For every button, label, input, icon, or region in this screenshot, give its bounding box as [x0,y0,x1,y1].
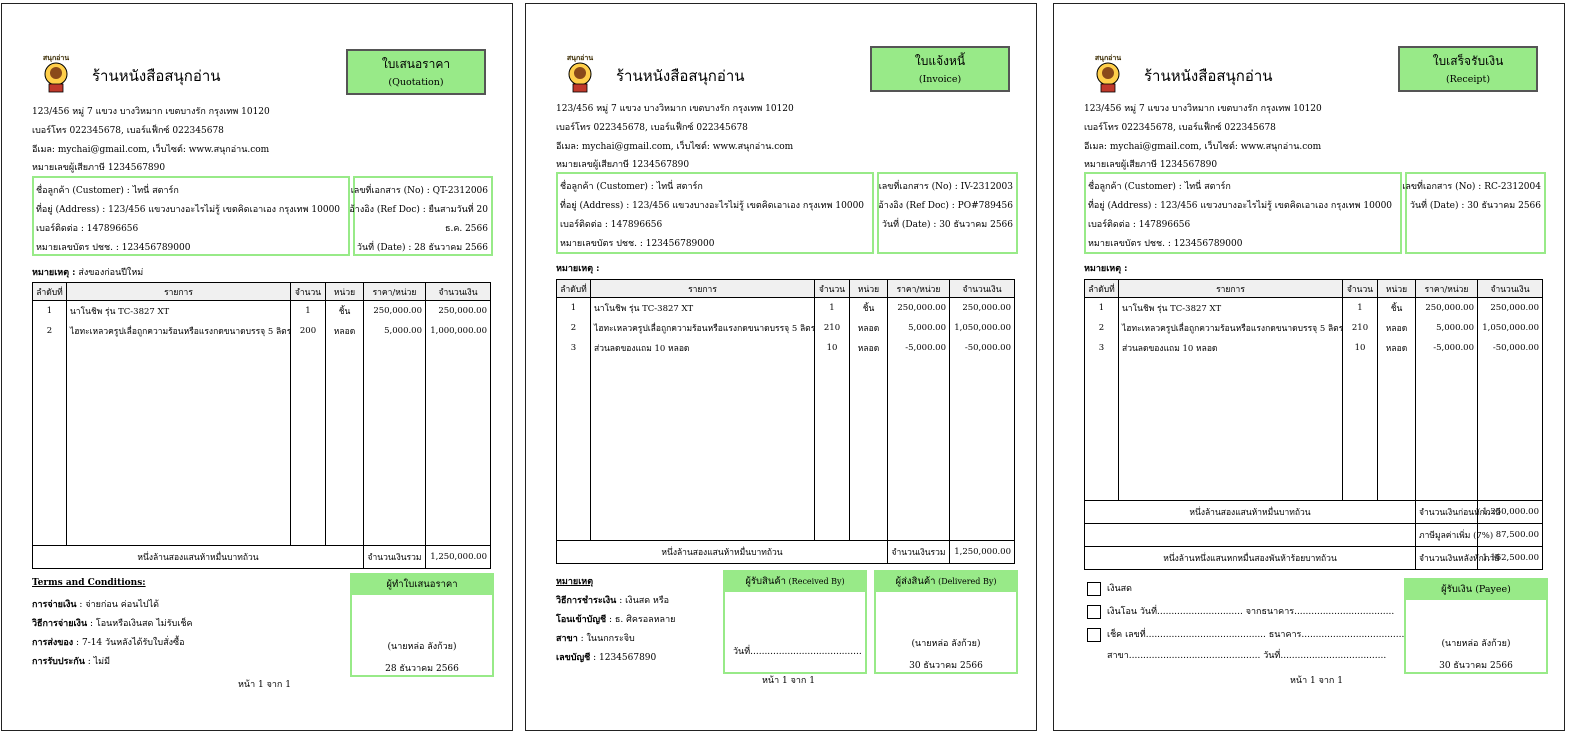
doc-subtitle: (Invoice) [918,74,962,85]
total-label: จำนวนเงินรวม [364,546,426,569]
shop-phone: เบอร์โทร 022345678, เบอร์แฟ็กซ์ 022345678 [556,123,748,133]
delivered-by-title: ผู้ส่งสินค้า (Delivered By) [876,572,1016,592]
doc-number: เลขที่เอกสาร (No) : RC-2312004 [1402,182,1541,192]
customer-box [32,176,350,256]
shop-phone: เบอร์โทร 022345678, เบอร์แฟ็กซ์ 022345678 [32,126,224,136]
received-by-title: ผู้รับสินค้า (Received By) [725,572,865,592]
customer-name: ชื่อลูกค้า (Customer) : ไทนี่ สตาร์ก [560,182,703,192]
table-filler [33,341,491,546]
page-number: หน้า 1 จาก 1 [762,676,815,686]
transfer-checkbox[interactable] [1087,605,1101,619]
receipt-page [1053,3,1565,731]
total-label: จำนวนเงินรวม [888,541,950,564]
doc-title-box [1398,46,1538,92]
shop-email: อีเมล: mychai@gmail.com, เว็บไซต์: www.สนุกอ่าน.com [1084,142,1322,152]
term-payment: การจ่ายเงิน : จ่ายก่อน ค่อนไปได้ [32,600,159,610]
received-by-box [723,570,867,674]
payee-name: (นายหล่อ ลังก้วย) [1441,639,1511,649]
svg-text:สนุกอ่าน: สนุกอ่าน [1094,53,1122,62]
cash-checkbox[interactable] [1087,582,1101,596]
invoice-page [525,3,1037,731]
customer-id: หมายเลขบัตร ปชช. : 123456789000 [1088,239,1243,249]
total-amount: 1,250,000.00 [426,546,491,569]
delivered-by-name: (นายหล่อ ลังก้วย) [911,639,981,649]
signature-name: (นายหล่อ ลังก้วย) [387,642,457,652]
table-row: 1 นาโนชิพ รุ่น TC-3827 XT 1 ชิ้น 250,000.00 250,000.00 [33,301,491,322]
payment-title: หมายเหตุ [556,577,594,587]
remark: หมายเหตุ : [556,264,600,274]
table-row: 2 ไฮทะเหลวครูปเลื่อถูกความร้อนหรือแรงกดขนาดบรรจุ 5 ลิตร 200 หลอด 5,000.00 1,000,000.00 [33,321,491,341]
customer-name: ชื่อลูกค้า (Customer) : ไทนี่ สตาร์ก [1088,182,1231,192]
doc-title-box [346,49,486,95]
terms-title: Terms and Conditions: [32,578,146,588]
shop-phone: เบอร์โทร 022345678, เบอร์แฟ็กซ์ 022345678 [1084,123,1276,133]
table-filler [557,358,1015,541]
pay-cash-option[interactable]: เงินสด [1087,581,1132,596]
doc-subtitle: (Quotation) [388,77,444,88]
subtotal-label: จำนวนเงินก่อนหักภาษี [1416,501,1478,524]
term-warranty: การรับประกัน : ไม่มี [32,657,111,667]
customer-address: ที่อยู่ (Address) : 123/456 แขวงบางอะไรไม่รู้ เขตคิดเอาเอง กรุงเทพ 10000 [560,201,865,211]
shop-logo [40,52,72,94]
customer-phone: เบอร์ติดต่อ : 147896656 [36,224,139,234]
doc-info-box [877,172,1018,254]
shop-address: 123/456 หมู่ 7 แขวง บางวิหมาก เขตบางรัก กรุงเทพ 10120 [32,107,270,117]
customer-address: ที่อยู่ (Address) : 123/456 แขวงบางอะไรไม่รู้ เขตคิดเอาเอง กรุงเทพ 10000 [1088,201,1393,211]
subtotal-row [1085,501,1543,524]
doc-ref: อ้างอิง (Ref Doc) : ยืนสามวันที่ 20 [349,205,488,215]
customer-box [1084,172,1402,254]
total-row [33,546,491,569]
term-delivery: การส่งของ : 7-14 วันหลังได้รับใบสั่งซื้อ [32,638,185,648]
remark: หมายเหตุ : [1084,264,1128,274]
payee-title: ผู้รับเงิน (Payee) [1406,580,1546,600]
shop-tax-id: หมายเลขผู้เสียภาษี 1234567890 [1084,160,1218,170]
shop-address: 123/456 หมู่ 7 แขวง บางวิหมาก เขตบางรัก กรุงเทพ 10120 [556,104,794,114]
table-filler [1085,358,1543,501]
customer-phone: เบอร์ติดต่อ : 147896656 [1088,220,1191,230]
customer-phone: เบอร์ติดต่อ : 147896656 [560,220,663,230]
subtotal-amount: 1,250,000.00 [1478,501,1543,524]
table-row: 3 ส่วนลดของแถม 10 หลอด 10 หลอด -5,000.00 -50,000.00 [1085,338,1543,358]
shop-email: อีเมล: mychai@gmail.com, เว็บไซต์: www.สนุกอ่าน.com [556,142,794,152]
doc-subtitle: (Receipt) [1445,74,1491,85]
vat-row [1085,524,1543,547]
total-row [557,541,1015,564]
total-amount: 1,250,000.00 [950,541,1015,564]
doc-ref-cont: ธ.ค. 2566 [444,224,488,234]
items-table [556,279,1015,564]
shop-logo [564,52,596,94]
svg-text:สนุกอ่าน: สนุกอ่าน [566,53,594,62]
pay-cheque-branch: สาขา.............................................. วันที่..................................... [1107,651,1387,661]
shop-name: ร้านหนังสือสนุกอ่าน [92,67,221,85]
payment-branch: สาขา : ในนกกระจิบ [556,634,635,644]
payee-date: 30 ธันวาคม 2566 [1439,661,1513,671]
doc-date: วันที่ (Date) : 28 ธันวาคม 2566 [356,243,488,253]
doc-title: ใบแจ้งหนี้ [914,54,966,68]
vat-amount: 87,500.00 [1478,524,1543,547]
shop-logo [1092,52,1124,94]
doc-info-box [1402,172,1546,254]
shop-tax-id: หมายเลขผู้เสียภาษี 1234567890 [32,163,166,173]
items-table [32,282,491,569]
doc-ref: อ้างอิง (Ref Doc) : PO#789456 [878,201,1013,211]
doc-title-box [870,46,1010,92]
customer-id: หมายเลขบัตร ปชช. : 123456789000 [36,243,191,253]
total-words: หนึ่งล้านสองแสนห้าหมื่นบาทถ้วน [33,546,364,569]
delivered-by-date: 30 ธันวาคม 2566 [909,661,983,671]
svg-text:สนุกอ่าน: สนุกอ่าน [42,53,70,62]
table-row: 3 ส่วนลดของแถม 10 หลอด 10 หลอด -5,000.00 -50,000.00 [557,338,1015,358]
payment-account: เลขบัญชี : 1234567890 [556,653,657,663]
signature-date: 28 ธันวาคม 2566 [385,664,459,674]
customer-id: หมายเลขบัตร ปชช. : 123456789000 [560,239,715,249]
page-number: หน้า 1 จาก 1 [1290,676,1343,686]
table-header: ลำดับที่ รายการ จำนวน หน่วย ราคา/หน่วย จำนวนเงิน [1085,280,1543,298]
term-method: วิธีการจ่ายเงิน : โอนหรือเงินสด ไม่รับเช็ค [32,619,193,629]
grand-total-row [1085,547,1543,570]
shop-name: ร้านหนังสือสนุกอ่าน [616,67,745,85]
quotation-page [1,3,513,731]
payment-bank: โอนเข้าบัญชี : ธ. ศิครอลหลาย [556,615,676,625]
payment-method: วิธีการชำระเงิน : เงินสด หรือ [556,596,670,606]
customer-address: ที่อยู่ (Address) : 123/456 แขวงบางอะไรไม่รู้ เขตคิดเอาเอง กรุงเทพ 10000 [36,205,341,215]
total-words: หนึ่งล้านสองแสนห้าหมื่นบาทถ้วน [557,541,888,564]
cheque-checkbox[interactable] [1087,628,1101,642]
signature-title: ผู้ทำใบเสนอราคา [352,575,492,595]
payee-box [1404,578,1548,674]
signature-box [350,573,494,677]
doc-title: ใบเสร็จรับเงิน [1432,54,1504,68]
doc-number: เลขที่เอกสาร (No) : IV-2312003 [878,182,1013,192]
table-row: 2 ไฮทะเหลวครูปเลื่อถูกความร้อนหรือแรงกดขนาดบรรจุ 5 ลิตร 210 หลอด 5,000.00 1,050,000.00 [1085,318,1543,338]
pay-cheque-option[interactable]: เช็ค เลขที่.......................................... ธนาคาร.................................... [1087,627,1404,642]
table-row: 1 นาโนชิพ รุ่น TC-3827 XT 1 ชิ้น 250,000.00 250,000.00 [1085,298,1543,319]
remark: หมายเหตุ : ส่งของก่อนปีใหม่ [32,268,144,278]
doc-number: เลขที่เอกสาร (No) : QT-2312006 [350,186,488,196]
delivered-by-box [874,570,1018,674]
page-number: หน้า 1 จาก 1 [238,680,291,690]
grand-words: หนึ่งล้านหนึ่งแสนหกหมื่นสองพันห้าร้อยบาทถ้วน [1085,547,1416,570]
doc-title: ใบเสนอราคา [381,57,451,71]
items-table [1084,279,1543,570]
customer-box [556,172,874,254]
doc-date: วันที่ (Date) : 30 ธันวาคม 2566 [1409,201,1541,211]
shop-tax-id: หมายเลขผู้เสียภาษี 1234567890 [556,160,690,170]
table-row: 1 นาโนชิพ รุ่น TC-3827 XT 1 ชิ้น 250,000.00 250,000.00 [557,298,1015,319]
doc-date: วันที่ (Date) : 30 ธันวาคม 2566 [881,220,1013,230]
shop-address: 123/456 หมู่ 7 แขวง บางวิหมาก เขตบางรัก กรุงเทพ 10120 [1084,104,1322,114]
grand-amount: 1,162,500.00 [1478,547,1543,570]
customer-name: ชื่อลูกค้า (Customer) : ไทนี่ สตาร์ก [36,186,179,196]
doc-info-box [349,176,493,256]
received-by-date: วันที่....................................... [733,647,862,657]
table-row: 2 ไฮทะเหลวครูปเลื่อถูกความร้อนหรือแรงกดขนาดบรรจุ 5 ลิตร 210 หลอด 5,000.00 1,050,000.00 [557,318,1015,338]
shop-email: อีเมล: mychai@gmail.com, เว็บไซต์: www.สนุกอ่าน.com [32,145,270,155]
vat-label: ภาษีมูลค่าเพิ่ม (7%) [1416,524,1478,547]
grand-label: จำนวนเงินหลังหักภาษี [1416,547,1478,570]
shop-name: ร้านหนังสือสนุกอ่าน [1144,67,1273,85]
table-header: ลำดับที่ รายการ จำนวน หน่วย ราคา/หน่วย จำนวนเงิน [33,283,491,301]
table-header: ลำดับที่ รายการ จำนวน หน่วย ราคา/หน่วย จำนวนเงิน [557,280,1015,298]
pay-transfer-option[interactable]: เงินโอน วันที่.............................. จากธนาคาร................................... [1087,604,1394,619]
subtotal-words: หนึ่งล้านสองแสนห้าหมื่นบาทถ้วน [1085,501,1416,524]
